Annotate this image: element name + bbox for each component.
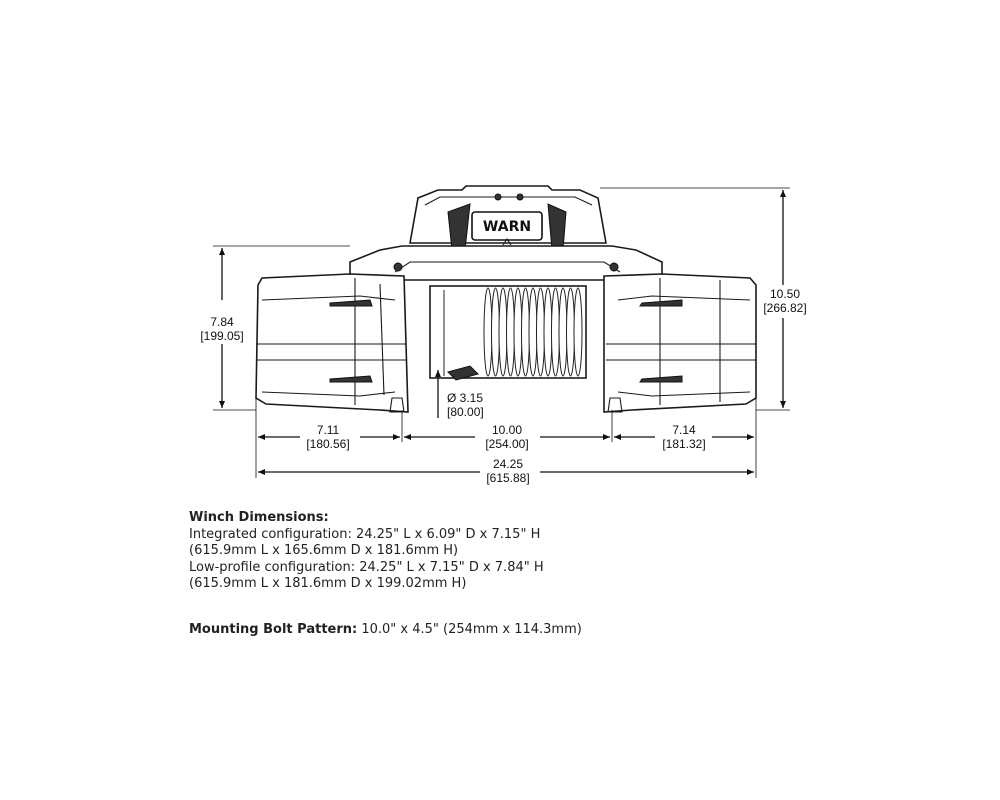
left-end-in: 7.11 xyxy=(316,423,340,437)
rope-coil xyxy=(537,288,545,376)
height-left-in: 7.84 xyxy=(210,315,234,329)
overall-length-mm: [615.88] xyxy=(486,471,530,485)
rope-coil xyxy=(574,288,582,376)
rope-coil xyxy=(529,288,537,376)
rope-coil xyxy=(484,288,492,376)
winch-dimensions-spec xyxy=(189,510,889,593)
mounting-bolt-pattern xyxy=(189,622,582,637)
right-end-in: 7.14 xyxy=(672,423,696,437)
spec-line: (615.9mm L x 165.6mm D x 181.6mm H) xyxy=(189,543,459,558)
rope-coil xyxy=(499,288,507,376)
left-end-mm: [180.56] xyxy=(306,437,350,451)
rope-coil xyxy=(544,288,552,376)
spec-line: (615.9mm L x 181.6mm D x 199.02mm H) xyxy=(189,576,467,591)
rope-coil xyxy=(507,288,515,376)
center-in: 10.00 xyxy=(491,423,523,437)
rope-coil xyxy=(514,288,522,376)
bolt-label: Mounting Bolt Pattern: xyxy=(189,622,358,637)
rope-coil xyxy=(522,288,530,376)
overall-length-in: 24.25 xyxy=(492,457,524,471)
winch-body xyxy=(256,186,756,412)
warn-logo: WARN xyxy=(482,219,532,235)
rope-coil xyxy=(552,288,560,376)
rope-coil xyxy=(559,288,567,376)
drum-diameter-mm: [80.00] xyxy=(447,405,484,419)
center-mm: [254.00] xyxy=(485,437,529,451)
drum-diameter-in: Ø 3.15 xyxy=(447,391,484,405)
rope-coil xyxy=(567,288,575,376)
spec-line: Low-profile configuration: 24.25" L x 7.15" D x 7.84" H xyxy=(189,559,544,575)
height-right-in: 10.50 xyxy=(769,287,801,301)
spec-title: Winch Dimensions: xyxy=(189,510,329,525)
height-left-mm: [199.05] xyxy=(200,329,244,343)
height-right-mm: [266.82] xyxy=(763,301,807,315)
spec-line: Integrated configuration: 24.25" L x 6.09" D x 7.15" H xyxy=(189,526,541,542)
rope-coil xyxy=(492,288,500,376)
bolt-value: 10.0" x 4.5" (254mm x 114.3mm) xyxy=(357,622,582,637)
right-end-mm: [181.32] xyxy=(662,437,706,451)
